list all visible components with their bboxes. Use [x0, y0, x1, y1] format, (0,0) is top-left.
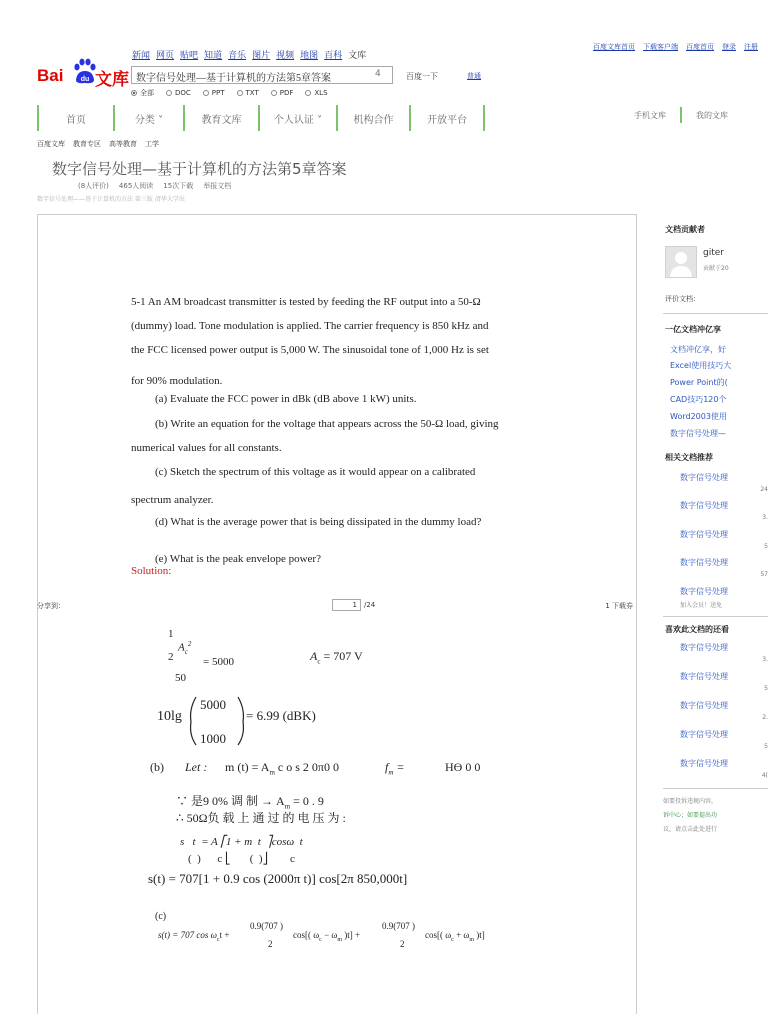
- also-liked-stat: 4(: [761, 772, 768, 779]
- promo-link[interactable]: 数字信号处理—: [670, 429, 726, 438]
- also-liked-stat: 2.: [762, 714, 768, 721]
- problem-line: 5-1 An AM broadcast transmitter is tested by feeding the RF output into a 50-Ω: [131, 296, 481, 308]
- eq1-var-text: A: [178, 641, 185, 654]
- eq4-line2: ∴ 50Ω负 载 上 通 过 的 电 压 为 :: [176, 811, 346, 825]
- promo-heading: 一亿文档冲亿享: [665, 325, 721, 334]
- breadcrumb-item[interactable]: 工学: [145, 140, 159, 148]
- solution-label: Solution:: [131, 565, 172, 577]
- also-liked-stat: 5: [764, 685, 768, 692]
- link-login[interactable]: 登录: [722, 43, 736, 51]
- eq3-cos: c o s 2 0π0 0: [277, 760, 339, 774]
- eq5-bottom: ( ) c ⎣ ( )⎦ c: [188, 853, 295, 865]
- report-link[interactable]: 举报文档: [203, 182, 232, 190]
- nav-divider: [680, 107, 682, 123]
- logo-text-right: 文库: [95, 70, 129, 90]
- problem-line: the FCC licensed power output is 5,000 W. The sinusoidal tone of 1,000 Hz is set: [131, 344, 489, 356]
- filter-label: 全部: [140, 89, 154, 97]
- link-baidu-home[interactable]: 百度首页: [686, 43, 714, 51]
- logo-text-left: Bai: [37, 66, 64, 85]
- related-heading: 相关文档推荐: [665, 453, 713, 462]
- eq3-fm: [385, 760, 405, 776]
- filter-label: PDF: [279, 89, 294, 97]
- eq4-line1-text: ∵ 是9 0% 调 制 → A: [176, 794, 285, 808]
- complaint-center-link[interactable]: 诉中心；如要提出功: [663, 812, 718, 819]
- eq7-d-sub2: m: [469, 936, 475, 943]
- eq3-expr: [225, 760, 339, 776]
- eq1-exp: 2: [187, 640, 192, 648]
- contributor-note: 贡献于20: [703, 265, 729, 272]
- eq2-top: 5000: [200, 697, 226, 712]
- eq3-fm-val: HƟ 0 0: [445, 760, 481, 774]
- filter-xls[interactable]: [305, 88, 327, 98]
- promo-link[interactable]: 文档冲亿享，好: [670, 345, 726, 354]
- eq2-bottom: 1000: [200, 731, 226, 746]
- also-liked-doc[interactable]: 数字信号处理: [680, 701, 728, 710]
- advanced-search-label: 普通: [467, 72, 481, 80]
- divider: [663, 313, 768, 314]
- problem-line: for 90% modulation.: [131, 375, 223, 387]
- avatar[interactable]: [665, 246, 697, 278]
- eq3-fm-sub: m: [388, 768, 394, 777]
- radio-icon: [131, 90, 137, 96]
- nav-my-wenku[interactable]: 我的文库: [696, 111, 728, 120]
- eq4-line1: [176, 792, 324, 810]
- eq7-d-mid: + ω: [453, 930, 470, 940]
- also-liked-doc[interactable]: 数字信号处理: [680, 759, 728, 768]
- problem-line: (b) Write an equation for the voltage that appears across the 50-Ω load, giving: [155, 418, 499, 430]
- related-doc[interactable]: 数字信号处理: [680, 558, 728, 567]
- nav-open-platform[interactable]: 开放平台: [409, 105, 485, 131]
- eq1-result-rhs: = 707 V: [323, 649, 363, 663]
- breadcrumb-item[interactable]: 高等教育: [109, 140, 137, 148]
- radio-icon: [237, 90, 243, 96]
- read-count: 465人阅读: [118, 182, 154, 190]
- also-liked-stat: 3.: [762, 656, 768, 663]
- eq1-result-var: A: [310, 649, 318, 663]
- eq7-frac2-bottom: 2: [400, 939, 405, 949]
- breadcrumb-item[interactable]: 教育专区: [73, 140, 101, 148]
- complaint-note: 如要投诉违规内容，: [663, 798, 718, 805]
- related-stat: 24: [760, 486, 768, 493]
- eq7-a: [158, 930, 229, 943]
- top-nav-music[interactable]: 音乐: [228, 50, 247, 60]
- also-liked-doc[interactable]: 数字信号处理: [680, 730, 728, 739]
- radio-icon: [271, 90, 277, 96]
- document-viewer[interactable]: [37, 214, 637, 1014]
- divider: [663, 616, 768, 617]
- page-toolbar: [37, 598, 637, 614]
- problem-line: (e) What is the peak envelope power?: [155, 553, 321, 565]
- eq1-sub: c: [184, 647, 188, 656]
- eq7-d-sub1: c: [451, 936, 454, 943]
- link-wenku-home[interactable]: 百度文库首页: [593, 43, 635, 51]
- filetype-filters: [131, 88, 328, 98]
- doc-meta: [78, 181, 231, 191]
- nav-personal-cert[interactable]: 个人认证 ˅: [258, 105, 336, 131]
- nav-mobile-wenku[interactable]: 手机文库: [634, 111, 666, 120]
- eq7-c-sub1: c: [319, 936, 322, 943]
- top-nav-images[interactable]: 图片: [252, 50, 271, 60]
- eq2-rhs: = 6.99 (dBK): [246, 708, 316, 723]
- top-nav-wenku: 文库: [348, 50, 367, 60]
- eq3-expr-text: m (t) = A: [225, 760, 270, 774]
- problem-line: (d) What is the average power that is being dissipated in the dummy load?: [155, 516, 482, 528]
- link-register[interactable]: 注册: [744, 43, 758, 51]
- eq3-expr-sub: m: [269, 768, 275, 777]
- eq4-line1-sub: m: [284, 802, 291, 811]
- divider: [663, 788, 768, 789]
- top-nav-tieba[interactable]: 贴吧: [180, 50, 199, 60]
- filter-label: XLS: [314, 89, 328, 97]
- problem-line: (dummy) load. Tone modulation is applied. The carrier frequency is 850 kHz and: [131, 320, 489, 332]
- eq7-c-sub2: m: [337, 936, 343, 943]
- contributor-name[interactable]: giter: [703, 248, 724, 258]
- problem-line: (a) Evaluate the FCC power in dBk (dB above 1 kW) units.: [155, 393, 417, 405]
- problem-line: (c) Sketch the spectrum of this voltage as it would appear on a calibrated: [155, 466, 476, 478]
- eq2-lhs: 10lg: [157, 709, 182, 724]
- search-count: 4: [375, 69, 381, 79]
- eq7-a-sub: c: [216, 936, 220, 943]
- filter-txt[interactable]: [237, 88, 259, 98]
- page-number-input[interactable]: 1: [332, 599, 361, 611]
- nav-institution[interactable]: 机构合作: [336, 105, 409, 131]
- top-nav-web[interactable]: 网页: [156, 50, 175, 60]
- top-nav-baike[interactable]: 百科: [324, 50, 343, 60]
- top-nav-map[interactable]: 地图: [300, 50, 319, 60]
- join-member-promo[interactable]: 加入会员！送免: [680, 602, 723, 609]
- problem-line: spectrum analyzer.: [131, 494, 214, 506]
- search-input[interactable]: 数字信号处理—基于计算机的方法第5章答案: [131, 66, 393, 84]
- top-nav-video[interactable]: 视频: [276, 50, 295, 60]
- rating-count: (8人评价): [78, 182, 109, 190]
- paw-icon: [72, 58, 96, 84]
- eq7-frac-bottom: 2: [268, 939, 273, 949]
- eq7-d-end: )t]: [474, 930, 485, 940]
- promo-link[interactable]: Excel使用技巧大: [670, 361, 732, 370]
- nav-home[interactable]: 首页: [37, 105, 113, 131]
- promo-link[interactable]: CAD技巧120个: [670, 395, 727, 404]
- problem-line: numerical values for all constants.: [131, 442, 282, 454]
- top-nav-zhidao[interactable]: 知道: [204, 50, 223, 60]
- eq7-frac2-top: 0.9(707 ): [382, 921, 415, 931]
- eq3-let: Let :: [185, 760, 208, 774]
- sidebar: [663, 214, 768, 834]
- eq7-c-text: cos[( ω: [293, 930, 320, 940]
- eq1-denominator: 50: [175, 672, 186, 684]
- search-button[interactable]: 百度一下: [406, 72, 438, 81]
- eq3-fm-eq: =: [396, 760, 405, 774]
- eq1-two: 2: [168, 651, 174, 663]
- user-avatar-icon: [666, 247, 696, 277]
- main-nav: [37, 105, 485, 131]
- nav-category[interactable]: 分类 ˅: [113, 105, 183, 131]
- related-doc[interactable]: 数字信号处理: [680, 530, 728, 539]
- also-liked-heading: 喜欢此文档的还看: [665, 625, 729, 634]
- filter-label: TXT: [245, 89, 259, 97]
- filter-doc[interactable]: [166, 88, 191, 98]
- contributor-heading: 文档贡献者: [665, 225, 705, 234]
- top-right-links: [585, 42, 758, 52]
- eq7-frac-top: 0.9(707 ): [250, 921, 283, 931]
- nav-edu-wenku[interactable]: 教育文库: [183, 105, 258, 131]
- related-doc[interactable]: 数字信号处理: [680, 501, 728, 510]
- eq3-fm-text: f: [385, 760, 389, 774]
- download-count: 15次下载: [163, 182, 194, 190]
- filter-ppt[interactable]: [203, 88, 225, 98]
- eq7-c: [293, 930, 360, 943]
- feedback-note: 议，请点击此处进行: [663, 826, 718, 833]
- eq1-var: [178, 640, 191, 656]
- eq7-c-mid: − ω: [321, 930, 338, 940]
- download-coupon[interactable]: 1 下载券: [605, 602, 633, 610]
- rating-label: 评价文档：: [665, 295, 700, 303]
- eq7-d-text: cos[( ω: [425, 930, 452, 940]
- page-title: 数字信号处理—基于计算机的方法第5章答案: [52, 160, 347, 178]
- link-download-client[interactable]: 下载客户端: [643, 43, 678, 51]
- breadcrumb: [37, 139, 159, 149]
- filter-all[interactable]: [131, 88, 154, 98]
- related-stat: 57: [760, 571, 768, 578]
- also-liked-doc[interactable]: 数字信号处理: [680, 643, 728, 652]
- nav-right: [634, 110, 728, 123]
- filter-pdf[interactable]: [271, 88, 294, 98]
- eq7-c-end: )t] +: [342, 930, 361, 940]
- eq1-rhs: = 5000: [203, 656, 234, 668]
- radio-icon: [166, 90, 172, 96]
- eq6: s(t) = 707[1 + 0.9 cos (2000π t)] cos[2π 850,000t]: [148, 871, 408, 886]
- page-total: /24: [364, 601, 376, 609]
- top-nav-news[interactable]: 新闻: [132, 50, 151, 60]
- related-stat: 3.: [762, 514, 768, 521]
- eq7-d: [425, 930, 485, 943]
- eq1-result-sub: c: [317, 657, 321, 666]
- svg-text:du: du: [80, 76, 90, 83]
- baidu-wenku-logo[interactable]: [37, 58, 129, 88]
- radio-icon: [305, 90, 311, 96]
- eq7-a-text: s(t) = 707 cos ω: [158, 930, 217, 940]
- breadcrumb-item[interactable]: 百度文库: [37, 140, 65, 148]
- eq4-line1-end: = 0 . 9: [293, 794, 324, 808]
- also-liked-stat: 5: [764, 743, 768, 750]
- filter-label: DOC: [175, 89, 191, 97]
- eq5-top: s t = A ⎡1 + m t ⎤cosω t: [180, 836, 303, 848]
- doc-subtitle: 数字信号处理——基于计算机的方法 第三版 清华大学出: [37, 196, 185, 203]
- advanced-search-link[interactable]: [467, 71, 481, 81]
- share-label[interactable]: 分享到：: [37, 602, 65, 610]
- promo-link[interactable]: Power Point的(: [670, 378, 728, 387]
- eq3-label: (b): [150, 760, 164, 774]
- promo-link[interactable]: Word2003使用: [670, 412, 727, 421]
- eq7-label: (c): [155, 911, 167, 922]
- eq1-result: [310, 649, 363, 665]
- radio-icon: [203, 90, 209, 96]
- related-doc[interactable]: 数字信号处理: [680, 587, 728, 596]
- related-doc[interactable]: 数字信号处理: [680, 473, 728, 482]
- eq1-numerator: 1: [168, 628, 174, 640]
- filter-label: PPT: [211, 89, 225, 97]
- eq7-b: t +: [219, 930, 230, 940]
- related-stat: 5: [764, 543, 768, 550]
- top-nav: [132, 48, 372, 61]
- also-liked-doc[interactable]: 数字信号处理: [680, 672, 728, 681]
